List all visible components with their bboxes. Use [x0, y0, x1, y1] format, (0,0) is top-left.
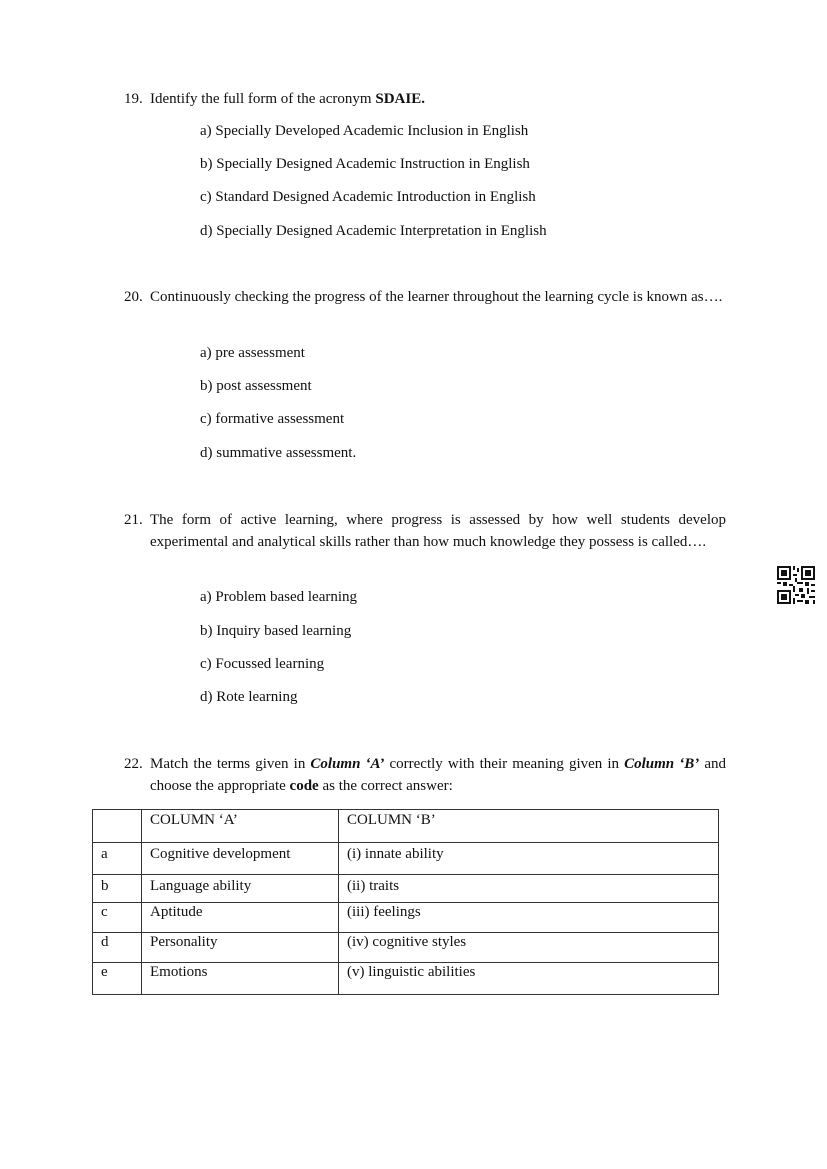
question-stem: Identify the full form of the acronym SDAIE. [150, 91, 425, 107]
qr-code-icon [777, 566, 815, 604]
table-row [93, 963, 719, 995]
option-21b: b) Inquiry based learning [200, 623, 352, 639]
option-19b: b) Specially Designed Academic Instruction in English [200, 156, 530, 172]
option-21d: d) Rote learning [200, 689, 298, 705]
table-cell: Language ability [142, 875, 339, 903]
table-row [93, 903, 719, 933]
table-row [93, 875, 719, 903]
acronym: SDAIE. [375, 91, 425, 107]
option-20b: b) post assessment [200, 378, 312, 394]
table-cell: c [93, 903, 142, 933]
column-b-ref: Column ‘B’ [624, 756, 700, 772]
table-cell: (i) innate ability [339, 843, 719, 875]
table-cell: Aptitude [142, 903, 339, 933]
table-cell: a [93, 843, 142, 875]
table-cell: Cognitive development [142, 843, 339, 875]
table-cell: (iii) feelings [339, 903, 719, 933]
column-a-ref: Column ‘A’ [310, 756, 385, 772]
code-word: code [289, 778, 319, 794]
option-20d: d) summative assessment. [200, 445, 357, 461]
table-cell: e [93, 963, 142, 995]
question-22 [124, 753, 726, 797]
question-number: 20. [124, 289, 143, 305]
table-cell: b [93, 875, 142, 903]
option-21a: a) Problem based learning [200, 589, 358, 605]
option-20c: c) formative assessment [200, 411, 345, 427]
question-19 [124, 88, 726, 110]
table-cell: (iv) cognitive styles [339, 933, 719, 963]
option-19d: d) Specially Designed Academic Interpretation in English [200, 223, 547, 239]
header-cell: COLUMN ‘A’ [142, 810, 339, 843]
header-cell: COLUMN ‘B’ [339, 810, 719, 843]
question-stem: Match the terms given in Column ‘A’ correctly with their meaning given in Column ‘B’ and choose the appropriate code as the correct answer: [150, 756, 726, 794]
table-header-row [93, 810, 719, 843]
table-cell: Personality [142, 933, 339, 963]
option-19a: a) Specially Developed Academic Inclusion in English [200, 123, 529, 139]
table-cell: d [93, 933, 142, 963]
question-21 [124, 509, 726, 553]
question-number: 19. [124, 91, 143, 107]
question-number: 22. [124, 756, 143, 772]
question-stem: The form of active learning, where progress is assessed by how well students develop experimental and analytical skills rather than how much knowledge they possess is called…. [150, 512, 726, 550]
match-table [92, 809, 719, 995]
header-cell [93, 810, 142, 843]
option-21c: c) Focussed learning [200, 656, 325, 672]
option-19c: c) Standard Designed Academic Introduction in English [200, 189, 536, 205]
table-cell: (v) linguistic abilities [339, 963, 719, 995]
table-cell: Emotions [142, 963, 339, 995]
question-20 [124, 286, 726, 308]
option-20a: a) pre assessment [200, 345, 305, 361]
table-row [93, 933, 719, 963]
question-number: 21. [124, 512, 143, 528]
table-cell: (ii) traits [339, 875, 719, 903]
table-row [93, 843, 719, 875]
question-stem: Continuously checking the progress of the learner throughout the learning cycle is known as…. [150, 289, 723, 305]
